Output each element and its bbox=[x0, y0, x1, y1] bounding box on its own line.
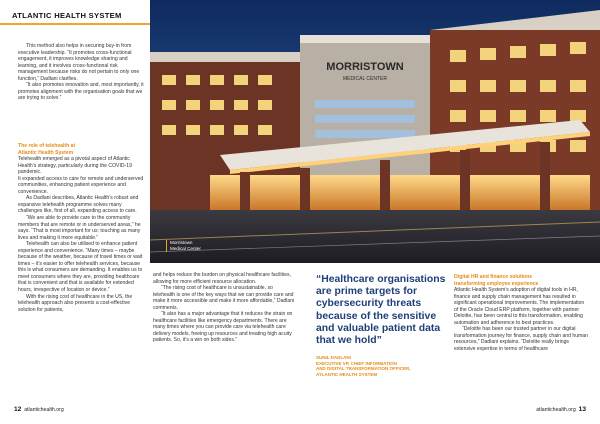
article-column-left-bottom bbox=[18, 143, 146, 313]
footer-right bbox=[536, 406, 586, 413]
paragraph: “We are able to provide care to the community members that are remote or in underserved areas,” he says. “That is most important for us: touching as many lives and making it more equitable.” bbox=[18, 215, 141, 241]
footer-website: atlantichealth.org bbox=[536, 407, 576, 413]
caption-line: Medical Center bbox=[170, 246, 201, 251]
paragraph: “It also has a major advantage that it reduces the strain on healthcare facilities like emergency departments. There are many times where you can provide care via telehealth care delivery models, freeing up resources and treating high acuity patients. So, it’s a win on both sides.” bbox=[153, 311, 293, 344]
building-sign-text: MORRISTOWN bbox=[326, 61, 404, 73]
paragraph: Telehealth can also be utilised to enhance patient experience and convenience. “Many times – maybe because of the weather, because of travel times or wait times – it’s easier to offer telehealth services, because this is what consumers are demanding. It enables us to meet consumers where they are, providing healthcare that is convenient and that is available for extended hours, irrespective of location or device.” bbox=[18, 241, 143, 294]
quote-author-title: ATLANTIC HEALTH SYSTEM bbox=[316, 372, 378, 377]
quote-author-name: SUNIL DADLANI bbox=[316, 355, 351, 361]
paragraph: It expanded access to care for remote and underserved communities, enhancing patient experience and convenience. bbox=[18, 175, 144, 195]
paragraph: With the rising cost of healthcare in the US, the telehealth approach also presents a cost-effective solution for patients, bbox=[18, 293, 133, 313]
section-header bbox=[0, 8, 152, 25]
subheading: Digital HR and finance solutions bbox=[454, 274, 533, 280]
footer-website: atlantichealth.org bbox=[24, 407, 64, 413]
paragraph: This method also helps in securing buy-in from executive leadership. “It promotes cross-functional engagement, it improves knowledge sharing and learning, and it involves cross-functional risk management because risks do not pertain to only one function,” Dadlani clarifies. bbox=[18, 43, 140, 82]
photo-caption bbox=[166, 240, 226, 252]
hospital-photo bbox=[150, 0, 600, 263]
paragraph: “Deloitte has been our trusted partner in our digital transformation journey for finance, supply chain and human resources,” Dadlani explains. “Deloitte really brings extensive expertise in terms of healthcare bbox=[454, 326, 588, 353]
paragraph: Telehealth emerged as a pivotal aspect of Atlantic Health’s strategy, particularly during the COVID-19 pandemic. bbox=[18, 156, 132, 176]
footer-left bbox=[14, 406, 64, 413]
article-column-right bbox=[454, 274, 588, 353]
paragraph: As Dadlani describes, Atlantic Health’s robust and expansive telehealth programme solves many challenges like, first of all, expanding access to care. bbox=[18, 195, 139, 215]
caption-line: Morristown bbox=[170, 240, 193, 245]
section-header-title: ATLANTIC HEALTH SYSTEM bbox=[12, 11, 122, 20]
building-sign-subtext: MEDICAL CENTER bbox=[343, 76, 387, 82]
pull-quote bbox=[316, 274, 448, 378]
pull-quote-text: “Healthcare organisations are prime targets for cybersecurity threats because of the sensitive and valuable patient data that we hold” bbox=[316, 274, 446, 347]
subheading: The role of telehealth at bbox=[18, 143, 76, 149]
quote-attribution bbox=[316, 355, 448, 377]
article-column-middle bbox=[153, 272, 295, 344]
article-column-left-top bbox=[18, 43, 146, 102]
paragraph: “The rising cost of healthcare is unsustainable, so telehealth is one of the key ways that we can provide care and make it more accessible and make it more affordable,” Dadlani comments. bbox=[153, 285, 295, 311]
quote-author-title: EXECUTIVE VP, CHIEF INFORMATION bbox=[316, 360, 397, 366]
paragraph: “It also promotes innovation and, most importantly, it promotes alignment with the organisation goals that we are trying to solve.” bbox=[18, 82, 144, 102]
subheading: transforming employee experience bbox=[454, 280, 539, 287]
paragraph: and helps reduce the burden on physical healthcare facilities, allowing for more efficient resource allocation. bbox=[153, 272, 291, 285]
page-number: 13 bbox=[578, 406, 586, 413]
page-number: 12 bbox=[14, 406, 22, 413]
paragraph: Atlantic Health System’s adoption of digital tools in HR, finance and supply chain management has resulted in significant operational improvements. The implementation of the Oracle Cloud ERP platform, together with partner Deloitte, has been central to this transformation, enabling automation and adherence to best practices. bbox=[454, 287, 585, 326]
quote-author-title: AND DIGITAL TRANSFORMATION OFFICER, bbox=[316, 366, 411, 372]
subheading: Atlantic Health System bbox=[18, 149, 74, 156]
